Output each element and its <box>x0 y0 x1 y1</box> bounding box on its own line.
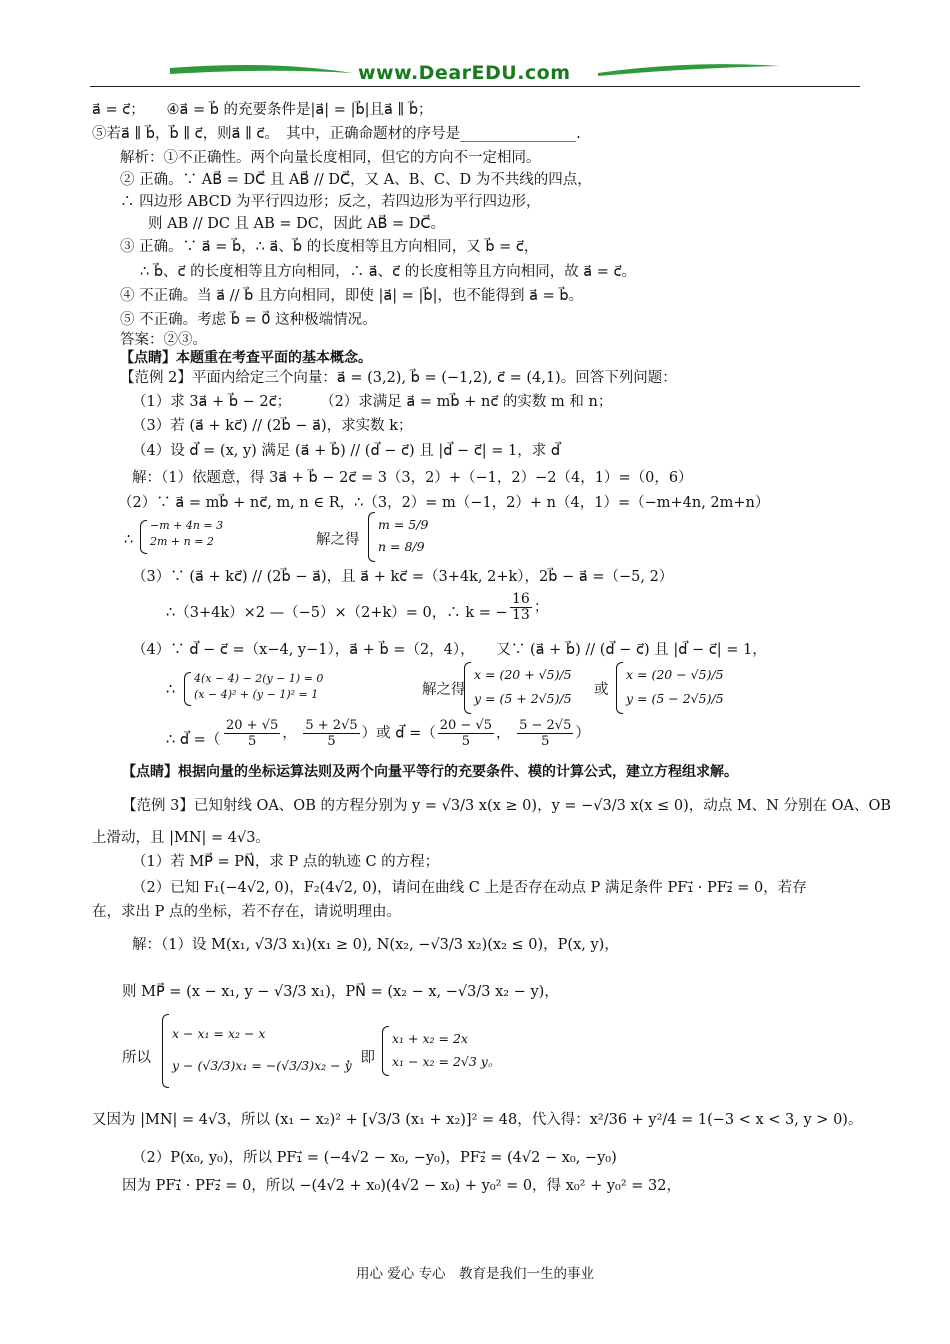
text-line-l28: （1）若 MP⃗ = PN⃗，求 P 点的轨迹 C 的方程； <box>132 854 440 870</box>
text-line-l11: 答案：②③。 <box>120 332 207 348</box>
text-line-l23: ∴ <box>166 682 176 698</box>
page-header <box>90 56 860 92</box>
text-line-l19b: 解之得 <box>316 532 360 548</box>
text-line-l36: 因为 PF₁⃗ · PF₂⃗ = 0，所以 −(4√2 + x₀)(4√2 − x₀) + y₀² = 0，得 x₀² + y₀² = 32， <box>122 1178 681 1194</box>
k-num: 16 <box>512 591 530 607</box>
sys3-eq-2: y − (√3/3)x₁ = −(√3/3)x₂ − y <box>172 1058 352 1073</box>
text-line-l3: 解析：①不正确性。两个向量长度相同，但它的方向不一定相同。 <box>120 150 541 166</box>
text-line-l20: （3）∵ (a⃗ + kc⃗) // (2b⃗ − a⃗)，且 a⃗ + kc⃗ =（3+4k, 2+k），2b⃗ − a⃗ =（−5, 2） <box>132 569 674 585</box>
text-line-l12: 【点睛】本题重在考查平面的基本概念。 <box>120 350 372 366</box>
text-line-l19: ∴ <box>124 532 134 548</box>
text-line-l18: （2）∵ a⃗ = mb⃗ + nc⃗, m, n ∈ R，∴（3，2）= m（−1，2）+ n（4，1）=（−m+4n, 2m+n） <box>118 495 770 511</box>
sys2-eq-1: −m + 4n = 3 <box>150 519 224 532</box>
text-line-l7: ③ 正确。∵ a⃗ = b⃗，∴ a⃗、b⃗ 的长度相等且方向相同，又 b⃗ = c⃗， <box>120 239 539 255</box>
text-line-l10: ⑤ 不正确。考虑 b⃗ = 0⃗ 这种极端情况。 <box>120 312 377 328</box>
sys2-eq-2: 2m + n = 2 <box>150 535 214 548</box>
text-line-l21: ∴（3+4k）×2 —（−5）×（2+k）= 0，∴ k = − <box>166 605 508 621</box>
text-line-l23b: 解之得 <box>422 682 466 698</box>
text-line-l4: ② 正确。∵ AB⃗ = DC⃗ 且 AB⃗ // DC⃗，又 A、B、C、D 为不共线的四点， <box>120 172 592 188</box>
text-line-l33b: ，即 <box>346 1050 375 1066</box>
sol4b-x: x = (20 − √5)/5 <box>626 667 724 682</box>
text-line-l17: 解：（1）依题意，得 3a⃗ + b⃗ − 2c⃗ = 3（3，2）+（−1，2）−2（4，1）=（0，6） <box>132 470 693 486</box>
text-line-l13: 【范例 2】平面内给定三个向量：a⃗ = (3,2), b⃗ = (−1,2), c⃗ = (4,1)。回答下列问题： <box>120 370 677 386</box>
text-line-l2: ⑤若a⃗ ∥ b⃗，b⃗ ∥ c⃗，则a⃗ ∥ c⃗。 其中，正确命题材的序号是________________. <box>92 126 581 142</box>
sol4a-x: x = (20 + √5)/5 <box>474 667 572 682</box>
d-end: ） <box>575 725 590 742</box>
d2-x-den: 5 <box>461 734 470 749</box>
sys4-eq-2: (x − 4)² + (y − 1)² = 1 <box>194 688 319 701</box>
text-line-l34: 又因为 |MN| = 4√3，所以 (x₁ − x₂)² + [√3/3 (x₁ + x₂)]² = 48，代入得：x²/36 + y²/4 = 1(−3 < x < 3, y > 0)。 <box>92 1112 863 1128</box>
text-line-l8: ∴ b⃗、c⃗ 的长度相等且方向相同，∴ a⃗、c⃗ 的长度相等且方向相同，故 a⃗ = c⃗。 <box>140 264 637 280</box>
text-line-l16: （4）设 d⃗ = (x, y) 满足 (a⃗ + b⃗) // (d⃗ − c⃗) 且 |d⃗ − c⃗| = 1，求 d⃗ <box>132 443 561 459</box>
sol4a-y: y = (5 + 2√5)/5 <box>474 691 572 706</box>
text-line-l31: 解：（1）设 M(x₁, √3/3 x₁)(x₁ ≥ 0), N(x₂, −√3/3 x₂)(x₂ ≤ 0)，P(x, y)， <box>132 937 619 953</box>
text-line-l23c: 或 <box>594 682 609 698</box>
text-line-l9: ④ 不正确。当 a⃗ // b⃗ 且方向相同，即使 |a⃗| = |b⃗|，也不能得到 a⃗ = b⃗。 <box>120 288 584 304</box>
sys4-eq-1: 4(x − 4) − 2(y − 1) = 0 <box>194 672 324 685</box>
text-line-l6: 则 AB // DC 且 AB = DC，因此 AB⃗ = DC⃗。 <box>148 216 446 232</box>
text-line-l26: 【范例 3】已知射线 OA、OB 的方程分别为 y = √3/3 x(x ≥ 0)，y = −√3/3 x(x ≤ 0)，动点 M、N 分别在 OA、OB <box>122 798 891 814</box>
d2-x-num: 20 − √5 <box>439 718 492 733</box>
text-line-l1: a⃗ = c⃗； ④a⃗ = b⃗ 的充要条件是|a⃗| = |b⃗|且a⃗ ∥ b⃗； <box>92 102 433 118</box>
text-line-l5: ∴ 四边形 ABCD 为平行四边形；反之，若四边形为平行四边形， <box>120 194 541 210</box>
sol4b-y: y = (5 − 2√5)/5 <box>626 691 724 706</box>
site-logo-text[interactable]: www.DearEDU.com <box>358 62 571 84</box>
sol2-m: m = 5/9 <box>378 517 429 532</box>
page-footer: 用心 爱心 专心 教育是我们一生的事业 <box>355 1266 595 1282</box>
text-line-l15: （3）若 (a⃗ + kc⃗) // (2b⃗ − a⃗)，求实数 k； <box>132 418 413 434</box>
d1-x-num: 20 + √5 <box>226 718 279 733</box>
text-line-l30: 在，求出 P 点的坐标，若不存在，请说明理由。 <box>92 904 401 920</box>
text-line-l25: 【点睛】根据向量的坐标运算法则及两个向量平等行的充要条件、模的计算公式，建立方程组求解。 <box>122 764 738 780</box>
d-answer: $\frac{20 + √5}{5}$ ， $\frac{5 + 2√5}{5}$ ）或 d⃗ =（ $\frac{20 - √5}{5}$ ， $\frac{5 - 2√5}{5}$ ） <box>226 718 590 749</box>
sys3-eq-1: x − x₁ = x₂ − x <box>172 1026 266 1041</box>
text-line-l32: 则 MP⃗ = (x − x₁, y − √3/3 x₁)，PN⃗ = (x₂ − x, −√3/3 x₂ − y)， <box>122 984 559 1000</box>
d2-y-num: 5 − 2√5 <box>519 718 572 733</box>
d1-y-num: 5 + 2√5 <box>305 718 358 733</box>
text-line-l24: ∴ d⃗ =（ <box>166 732 221 748</box>
k-tail: ； <box>533 599 549 616</box>
header-divider <box>90 86 860 87</box>
d2-y-den: 5 <box>541 734 550 749</box>
text-line-l22: （4）∵ d⃗ − c⃗ =（x−4, y−1），a⃗ + b⃗ =（2，4）， 又∵ (a⃗ + b⃗) // (d⃗ − c⃗) 且 |d⃗ − c⃗| = 1， <box>132 642 767 658</box>
d-or: ）或 d⃗ =（ <box>361 725 436 742</box>
k-fraction <box>508 592 548 623</box>
text-line-l33: 所以 <box>122 1050 151 1066</box>
d1-y-den: 5 <box>327 734 336 749</box>
text-line-l14: （1）求 3a⃗ + b⃗ − 2c⃗； （2）求满足 a⃗ = mb⃗ + nc⃗ 的实数 m 和 n； <box>132 394 613 410</box>
text-line-l29: （2）已知 F₁(−4√2, 0)，F₂(4√2, 0)，请问在曲线 C 上是否存在动点 P 满足条件 PF₁⃗ · PF₂⃗ = 0，若存 <box>132 880 807 896</box>
text-line-l27: 上滑动，且 |MN| = 4√3。 <box>92 830 270 846</box>
k-den: 13 <box>512 607 530 623</box>
text-line-l35: （2）P(x₀, y₀)，所以 PF₁⃗ = (−4√2 − x₀, −y₀)，PF₂⃗ = (4√2 − x₀, −y₀) <box>132 1150 617 1166</box>
sol3-eq-2: x₁ − x₂ = 2√3 y。 <box>392 1054 501 1069</box>
sol3-eq-1: x₁ + x₂ = 2x <box>392 1031 468 1046</box>
sol2-n: n = 8/9 <box>378 539 425 554</box>
d1-x-den: 5 <box>247 734 257 749</box>
